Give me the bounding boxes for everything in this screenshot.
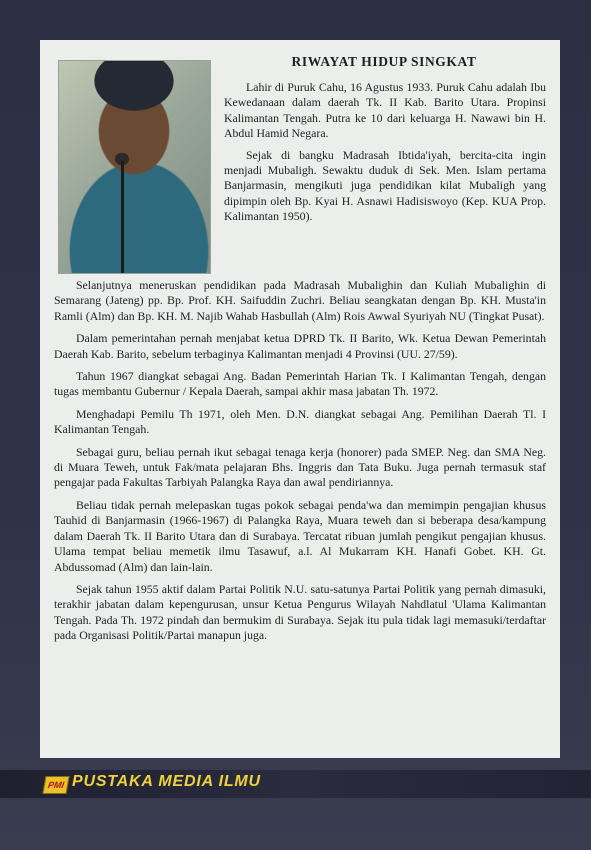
side-text-block xyxy=(224,80,546,231)
microphone-stand xyxy=(121,161,124,273)
paragraph: Dalam pemerintahan pernah menjabat ketua DPRD Tk. II Barito, Wk. Ketua Dewan Pemerintah Daerah Kab. Barito, sebelum terbaginya Kalimantan menjadi 4 Provinsi (UU. 27/59). xyxy=(54,331,546,361)
paragraph: Tahun 1967 diangkat sebagai Ang. Badan Pemerintah Harian Tk. I Kalimantan Tengah, dengan tugas membantu Gubernur / Kepala Daerah, sampai akhir masa jabatan Th. 1972. xyxy=(54,369,546,399)
author-photo xyxy=(58,60,211,274)
paragraph: Beliau tidak pernah melepaskan tugas pokok sebagai penda'wa dan memimpin pengajian khusus Tauhid di Banjarmasin (1966-1967) di Palangka Raya, Muara teweh dan si beberapa desa/kampung dalam Daerah Tk. II Barito Utara dan di Surabaya. Tercatat ribuan jumlah pengikut pengajian khusus. Ulama tempat beliau memetik ilmu Tasawuf, a.l. Al Mukarram KH. Hanafi Gobet. KH. Gt. Abdussomad (Alm) dan lain-lain. xyxy=(54,497,546,574)
paragraph: Selanjutnya meneruskan pendidikan pada Madrasah Mubalighin dan Kuliah Mubalighin di Semarang (Jateng) pp. Bp. Prof. KH. Saifuddin Zuchri. Beliau seangkatan dengan Bp. KH. Musta'in Ramli (Alm) dan Bp. KH. M. Najib Wahab Hasbullah (Alm) Rois Awwal Syuriyah NU (Tingkat Pusat). xyxy=(54,278,546,323)
publisher-name: PUSTAKA MEDIA ILMU xyxy=(72,773,261,790)
paragraph: Sejak tahun 1955 aktif dalam Partai Politik N.U. satu-satunya Partai Politik yang pernah dimasuki, terakhir jabatan dalam kepengurusan, unsur Ketua Pengurus Wilayah Nahdlatul 'Ulama Kalimantan Tengah. Pada Th. 1972 pindah dan bermukim di Surabaya. Sejak itu pula tidak lagi memasuki/terdaftar pada Organisasi Politik/Partai manapun juga. xyxy=(54,581,546,643)
biography-panel xyxy=(40,40,560,758)
page-title: RIWAYAT HIDUP SINGKAT xyxy=(291,54,477,69)
paragraph: Lahir di Puruk Cahu, 16 Agustus 1933. Puruk Cahu adalah Ibu Kewedanaan dalam daerah Tk. II Kab. Barito Utara. Propinsi Kalimantan Tengah. Putra ke 10 dari keluarga H. Nawawi bin H. Abdul Hamid Negara. xyxy=(224,80,546,141)
main-text-block xyxy=(54,278,546,651)
paragraph: Menghadapi Pemilu Th 1971, oleh Men. D.N. diangkat sebagai Ang. Pemilihan Daerah Tl. I Kalimantan Tengah. xyxy=(54,406,546,437)
publisher-logo: PMI xyxy=(42,776,69,794)
paragraph: Sejak di bangku Madrasah Ibtida'iyah, bercita-cita ingin menjadi Mubaligh. Sewaktu duduk di Sek. Men. Islam pertama Banjarmasin, mengikuti juga pendidikan kilat Mubaligh yang dipimpin oleh Bp. Kyai H. Asnawi Hadisiswoyo (Kep. KUA Prop. Kalimantan 1950). xyxy=(224,147,546,224)
paragraph: Sebagai guru, beliau pernah ikut sebagai tenaga kerja (honorer) pada SMEP. Neg. dan SMA Neg. di Muara Teweh, untuk Fak/mata pelajaran Bhs. Inggris dan Tata Buku. Juga pernah termasuk staf pengajar pada Fakultas Tarbiyah Palangka Raya dan awal pendiriannya. xyxy=(54,444,546,490)
